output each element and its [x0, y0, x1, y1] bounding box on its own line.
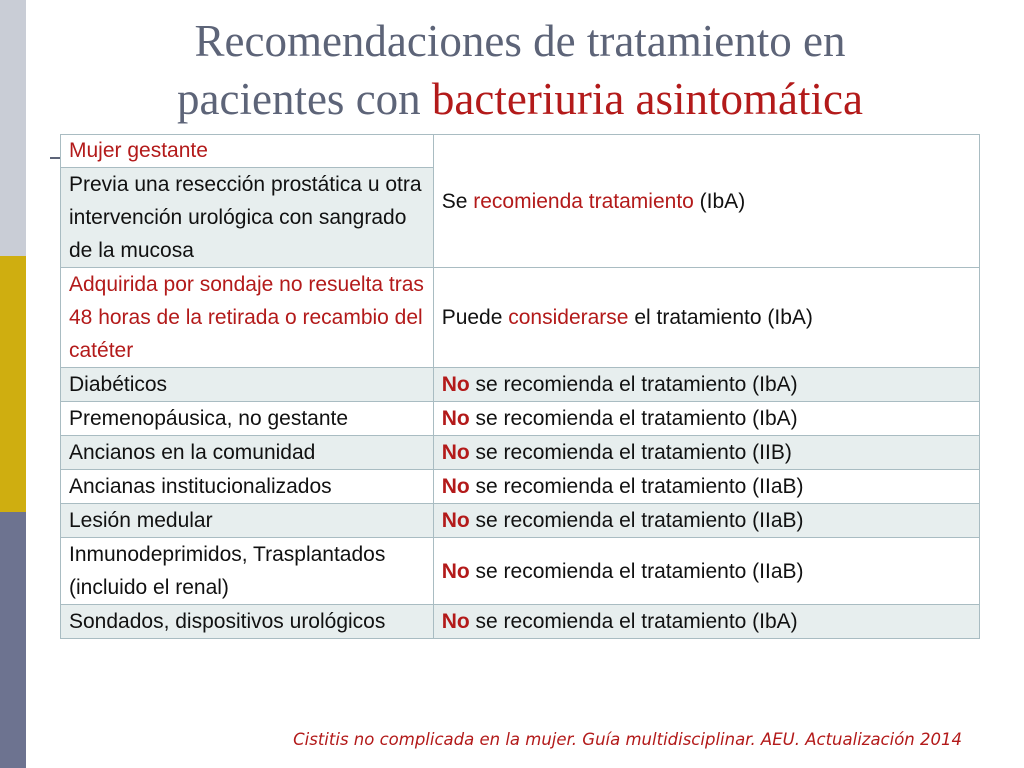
- condition-cell: Sondados, dispositivos urológicos: [61, 605, 434, 639]
- negation-label: No: [441, 373, 470, 396]
- recommendation-cell: [433, 605, 979, 639]
- recommendation-text: se recomienda el tratamiento (IIaB): [469, 475, 804, 498]
- table-row: [61, 470, 980, 504]
- recommendation-text: se recomienda el tratamiento (IIaB): [469, 509, 804, 532]
- recommendation-text: se recomienda el tratamiento (IIaB): [469, 559, 804, 583]
- title-line-2-accent: bacteriuria asintomática: [431, 74, 863, 124]
- sidebar-segment-slate: [0, 512, 26, 768]
- condition-cell: Mujer gestante: [61, 135, 434, 168]
- citation-footer: Cistitis no complicada en la mujer. Guía multidisciplinar. AEU. Actualización 2014: [293, 730, 962, 749]
- table-row: [61, 368, 980, 402]
- sidebar-segment-gold: [0, 256, 26, 512]
- recommendation-cell: [433, 135, 979, 268]
- recommendation-cell: [433, 268, 979, 368]
- recommendation-cell: [433, 504, 979, 538]
- negation-label: No: [441, 441, 470, 464]
- slide-sidebar-stripe: [0, 0, 26, 768]
- recommendation-cell: [433, 538, 979, 605]
- condition-cell: Diabéticos: [61, 368, 434, 402]
- table-row: [61, 268, 980, 368]
- negation-label: No: [441, 407, 470, 430]
- condition-cell: Ancianos en la comunidad: [61, 436, 434, 470]
- recommendation-text: Puede: [441, 306, 509, 329]
- recommendation-text: se recomienda el tratamiento (IbA): [469, 610, 798, 633]
- table-row: [61, 135, 980, 168]
- table-row: [61, 538, 980, 605]
- recommendation-text: se recomienda el tratamiento (IbA): [469, 373, 798, 396]
- recommendation-highlight: considerarse: [508, 306, 629, 329]
- condition-cell: Previa una resección prostática u otra intervención urológica con sangrado de la mucosa: [61, 168, 434, 268]
- title-line-2: [40, 70, 1000, 128]
- negation-label: No: [441, 610, 470, 633]
- condition-cell: Inmunodeprimidos, Trasplantados (incluido el renal): [61, 538, 434, 605]
- negation-label: No: [441, 475, 470, 498]
- negation-label: No: [441, 559, 470, 583]
- slide-title: [40, 12, 1000, 128]
- sidebar-segment-gray: [0, 0, 26, 256]
- recommendation-text: Se: [441, 189, 474, 213]
- table-row: [61, 605, 980, 639]
- table-row: [61, 402, 980, 436]
- condition-cell: Ancianas institucionalizados: [61, 470, 434, 504]
- recommendation-cell: [433, 402, 979, 436]
- table-row: [61, 436, 980, 470]
- recommendation-cell: [433, 470, 979, 504]
- recommendation-cell: [433, 436, 979, 470]
- title-line-1: Recomendaciones de tratamiento en: [194, 16, 846, 66]
- recommendation-suffix: (IbA): [693, 189, 746, 213]
- title-line-2-plain: pacientes con: [177, 74, 432, 124]
- recommendation-cell: [433, 368, 979, 402]
- recommendation-text: se recomienda el tratamiento (IbA): [469, 407, 798, 430]
- recommendations-table: [60, 134, 980, 639]
- recommendation-highlight: recomienda tratamiento: [473, 189, 694, 213]
- condition-cell: Adquirida por sondaje no resuelta tras 48 horas de la retirada o recambio del catéter: [61, 268, 434, 368]
- recommendation-suffix: el tratamiento (IbA): [628, 306, 813, 329]
- recommendation-text: se recomienda el tratamiento (IIB): [469, 441, 792, 464]
- negation-label: No: [441, 509, 470, 532]
- condition-cell: Premenopáusica, no gestante: [61, 402, 434, 436]
- condition-cell: Lesión medular: [61, 504, 434, 538]
- table-row: [61, 504, 980, 538]
